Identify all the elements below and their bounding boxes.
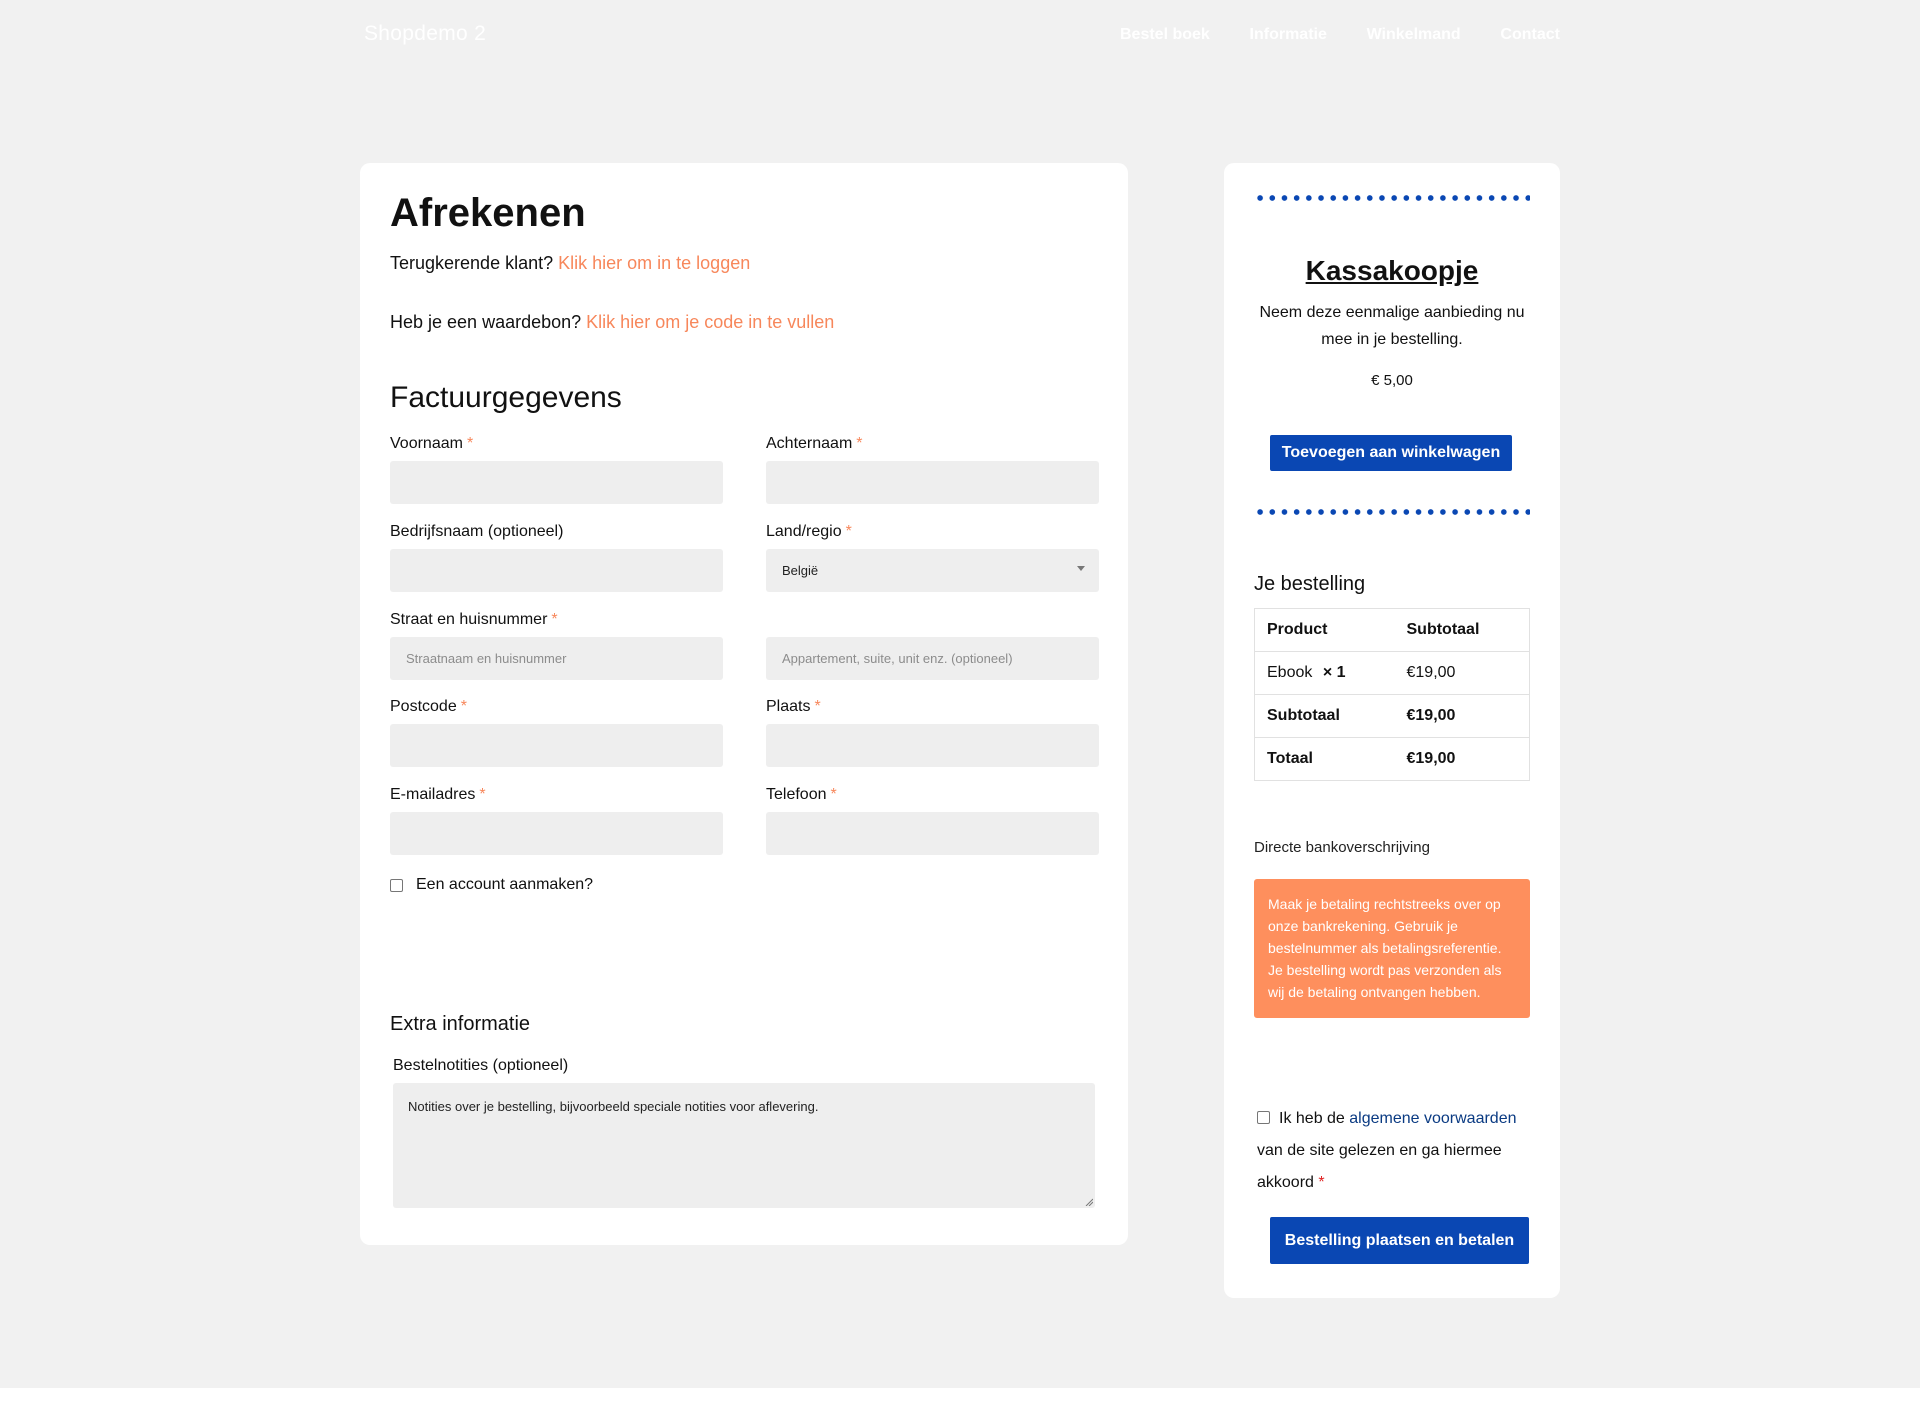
total-value: €19,00 [1395, 738, 1530, 781]
create-account-checkbox[interactable] [390, 879, 403, 892]
required-mark: * [814, 698, 821, 715]
total-label: Totaal [1255, 738, 1395, 781]
terms-suffix: van de site gelezen en ga hiermee akkoord [1257, 1142, 1502, 1191]
column-header-product: Product [1267, 621, 1328, 638]
create-account-row [390, 876, 593, 894]
company-label: Bedrijfsnaam (optioneel) [390, 523, 564, 540]
checkout-card [360, 163, 1128, 1245]
postcode-label [390, 698, 467, 716]
table-header-row [1255, 609, 1530, 652]
country-select-value: België [782, 563, 819, 578]
email-input[interactable] [390, 812, 723, 855]
promo-title: Kassakoopje [1305, 255, 1479, 286]
create-account-label[interactable]: Een account aanmaken? [416, 876, 594, 893]
product-price: €19,00 [1395, 652, 1530, 695]
first-name-label [390, 435, 473, 453]
nav-contact[interactable]: Contact [1500, 26, 1560, 43]
email-label [390, 786, 486, 804]
subtotal-value: €19,00 [1395, 695, 1530, 738]
returning-customer-text: Terugkerende klant? [390, 253, 554, 273]
main-nav [1120, 26, 1560, 44]
required-mark: * [830, 786, 837, 803]
street-label-text: Straat en huisnummer [390, 611, 548, 628]
city-input[interactable] [766, 724, 1099, 767]
order-title: Je bestelling [1254, 573, 1366, 595]
site-logo[interactable]: Shopdemo 2 [364, 22, 487, 45]
coupon-link[interactable]: Klik hier om je code in te vullen [586, 312, 835, 332]
dotted-divider [1254, 195, 1530, 201]
place-order-button[interactable]: Bestelling plaatsen en betalen [1270, 1217, 1529, 1264]
phone-input[interactable] [766, 812, 1099, 855]
table-row [1255, 652, 1530, 695]
nav-informatie[interactable]: Informatie [1249, 26, 1327, 43]
phone-label-text: Telefoon [766, 786, 827, 803]
nav-winkelmand[interactable]: Winkelmand [1366, 26, 1461, 43]
last-name-label [766, 435, 863, 453]
order-table [1254, 608, 1530, 781]
product-name: Ebook [1267, 664, 1313, 681]
postcode-input[interactable] [390, 724, 723, 767]
city-label-text: Plaats [766, 698, 811, 715]
login-link[interactable]: Klik hier om in te loggen [558, 253, 751, 273]
order-notes-textarea[interactable] [393, 1083, 1095, 1208]
first-name-input[interactable] [390, 461, 723, 504]
required-mark: * [1318, 1174, 1325, 1191]
first-name-label-text: Voornaam [390, 435, 463, 452]
promo-price: € 5,00 [1371, 372, 1413, 389]
terms-row [1257, 1103, 1533, 1199]
product-quantity: × 1 [1322, 664, 1346, 681]
phone-label [766, 786, 837, 804]
dotted-divider [1254, 509, 1530, 515]
required-mark: * [479, 786, 486, 803]
email-label-text: E-mailadres [390, 786, 476, 803]
table-row [1255, 738, 1530, 781]
terms-checkbox[interactable] [1257, 1111, 1270, 1124]
billing-title: Factuurgegevens [390, 381, 622, 414]
last-name-input[interactable] [766, 461, 1099, 504]
add-to-cart-button[interactable]: Toevoegen aan winkelwagen [1270, 435, 1512, 471]
order-notes-label: Bestelnotities (optioneel) [393, 1057, 569, 1074]
country-select[interactable] [766, 549, 1099, 592]
resize-handle-icon[interactable] [1085, 1198, 1093, 1206]
required-mark: * [551, 611, 558, 628]
terms-prefix: Ik heb de [1279, 1110, 1345, 1127]
returning-customer-notice [390, 253, 750, 274]
payment-description: Maak je betaling rechtstreeks over op onze bankrekening. Gebruik je bestelnummer als betalingsreferentie. Je bestelling wordt pas verzonden als wij de betaling ontvangen hebben. [1254, 879, 1530, 1018]
payment-method-label[interactable]: Directe bankoverschrijving [1254, 839, 1430, 856]
country-label [766, 523, 852, 541]
order-notes-placeholder: Notities over je bestelling, bijvoorbeeld speciale notities voor aflevering. [408, 1099, 819, 1114]
company-input[interactable] [390, 549, 723, 592]
last-name-label-text: Achternaam [766, 435, 853, 452]
coupon-text: Heb je een waardebon? [390, 312, 582, 332]
coupon-notice [390, 312, 834, 333]
street-label [390, 611, 558, 629]
terms-link[interactable]: algemene voorwaarden [1349, 1110, 1517, 1127]
postcode-label-text: Postcode [390, 698, 457, 715]
country-label-text: Land/regio [766, 523, 842, 540]
column-header-subtotal: Subtotaal [1406, 621, 1480, 638]
required-mark: * [466, 435, 474, 452]
city-label [766, 698, 821, 716]
promo-description: Neem deze eenmalige aanbieding nu mee in je bestelling. [1259, 304, 1525, 348]
product-cell [1255, 652, 1395, 695]
chevron-down-icon [1077, 566, 1085, 571]
street-input[interactable]: Straatnaam en huisnummer [390, 637, 723, 680]
required-mark: * [845, 523, 852, 540]
order-sidebar [1224, 163, 1560, 1298]
required-mark: * [856, 435, 863, 452]
apartment-input[interactable]: Appartement, suite, unit enz. (optioneel) [766, 637, 1099, 680]
extra-info-title: Extra informatie [390, 1013, 531, 1035]
required-mark: * [460, 698, 467, 715]
nav-bestel-boek[interactable]: Bestel boek [1120, 26, 1210, 43]
table-row [1255, 695, 1530, 738]
subtotal-label: Subtotaal [1255, 695, 1395, 738]
page-title: Afrekenen [390, 191, 586, 235]
